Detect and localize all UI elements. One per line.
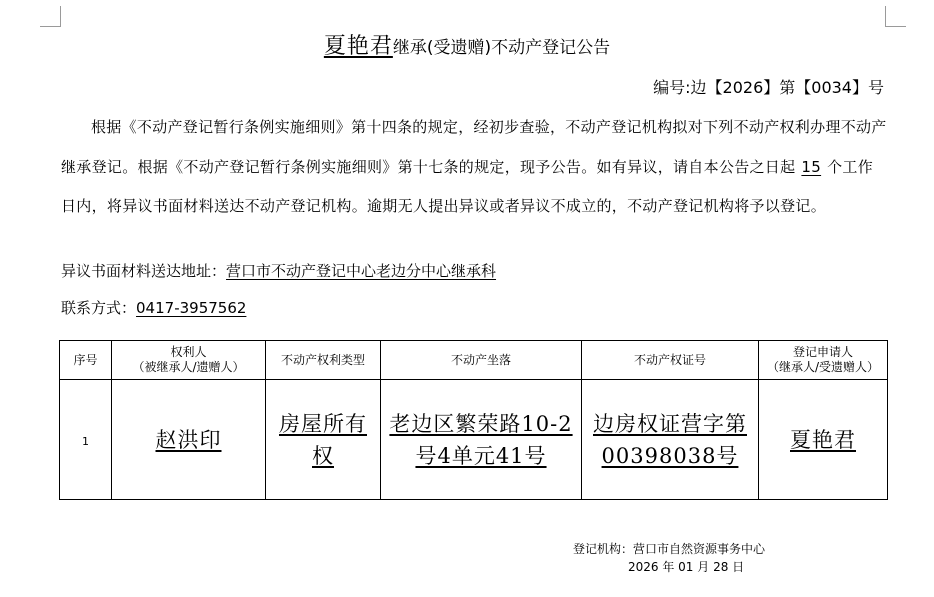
property-table xyxy=(59,340,888,500)
objection-days: 15 xyxy=(801,157,822,176)
header-applicant-label: 登记申请人 xyxy=(792,345,853,359)
objection-address-line xyxy=(61,260,496,281)
header-right-holder-label: 权利人 xyxy=(170,345,207,359)
table-header-row xyxy=(60,341,888,380)
page-corner-mark-top-right xyxy=(885,6,906,27)
table-row xyxy=(60,380,888,500)
row-right-type: 房屋所有权 xyxy=(279,411,367,468)
row-right-holder: 赵洪印 xyxy=(155,427,222,452)
header-serial xyxy=(60,341,112,380)
notice-body xyxy=(61,108,887,227)
address-label: 异议书面材料送达地址： xyxy=(61,262,227,280)
cell-location xyxy=(381,380,582,500)
header-cert-no xyxy=(582,341,759,380)
body-text-part-1: 根据《不动产登记暂行条例实施细则》第十四条的规定，经初步查验，不动产登记机构拟对下列不动产权利办理不动产继承登记。根据《不动产登记暂行条例实施细则》第十七条的规定，现予公告。如有异议，请自本公告之日起 xyxy=(61,118,887,176)
header-location-label: 不动产坐落 xyxy=(450,352,511,367)
contact-value: 0417-3957562 xyxy=(136,299,247,317)
header-location xyxy=(381,341,582,380)
cell-cert-no xyxy=(582,380,759,500)
registration-organization: 登记机构：营口市自然资源事务中心 xyxy=(573,542,766,556)
header-serial-label: 序号 xyxy=(73,352,98,367)
contact-label: 联系方式： xyxy=(61,299,137,317)
cell-serial xyxy=(60,380,112,500)
header-applicant-sublabel: （继承人/受遗赠人） xyxy=(766,360,880,374)
contact-line xyxy=(61,297,246,318)
cell-right-holder xyxy=(112,380,266,500)
header-right-type xyxy=(266,341,381,380)
row-cert-no: 边房权证营字第00398038号 xyxy=(593,411,747,468)
page-corner-mark-top-left xyxy=(40,6,61,27)
header-right-type-label: 不动产权利类型 xyxy=(280,352,365,367)
document-number: 编号:边【2026】第【0034】号 xyxy=(653,78,884,97)
row-location: 老边区繁荣路10-2号4单元41号 xyxy=(389,411,573,468)
header-applicant xyxy=(759,341,888,380)
row-serial: 1 xyxy=(82,435,89,448)
row-applicant: 夏艳君 xyxy=(790,427,856,452)
header-cert-no-label: 不动产权证号 xyxy=(633,352,706,367)
title-text: 继承(受遗赠)不动产登记公告 xyxy=(392,38,611,58)
cell-right-type xyxy=(266,380,381,500)
notice-title xyxy=(0,33,934,62)
address-value: 营口市不动产登记中心老边分中心继承科 xyxy=(226,262,497,280)
body-text-part-2: 个工作日内，将异议书面材料送达不动产登记机构。逾期无人提出异议或者异议不成立的，不动产登记机构将予以登记。 xyxy=(61,157,873,215)
cell-applicant xyxy=(759,380,888,500)
title-applicant-name: 夏艳君 xyxy=(323,34,393,59)
notice-date: 2026 年 01 月 28 日 xyxy=(628,560,745,574)
header-right-holder xyxy=(112,341,266,380)
header-right-holder-sublabel: （被继承人/遗赠人） xyxy=(132,360,245,374)
